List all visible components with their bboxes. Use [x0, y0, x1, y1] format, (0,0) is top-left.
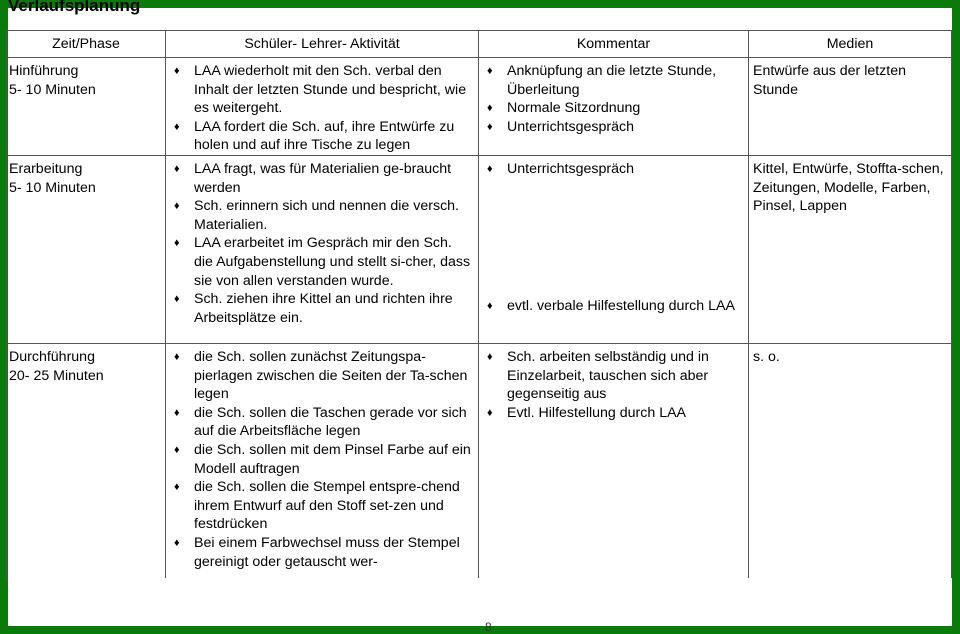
list-item: ♦ LAA wiederholt mit den Sch. verbal den Inhalt der letzten Stunde und bespricht, wie es weitergeht. [174, 63, 467, 117]
bullet-diamond-icon: ♦ [174, 443, 180, 456]
list-item: ♦ LAA fordert die Sch. auf, ihre Entwürfe zu holen und auf ihre Tische zu legen [174, 118, 455, 154]
lesson-plan-table [6, 30, 952, 581]
bullet-diamond-icon: ♦ [174, 237, 180, 250]
list-item: ♦ LAA fragt, was für Materialien ge-braucht werden [174, 160, 452, 196]
phase-duration: 20- 25 Minuten [9, 367, 104, 384]
header-media: Medien [749, 31, 952, 58]
bullet-diamond-icon: ♦ [487, 65, 493, 77]
bullet-diamond-icon: ♦ [487, 350, 493, 363]
list-item: ♦ Anknüpfung an die letzte Stunde, Überleitung [487, 63, 717, 98]
list-item: ♦ die Sch. sollen die Stempel entspre-chend ihrem Entwurf auf den Stoff set-zen und festdrücken [174, 479, 460, 533]
activity-cell [166, 343, 479, 580]
page-number: 8 [485, 620, 492, 634]
bullet-diamond-icon: ♦ [174, 162, 180, 175]
list-item: ♦ Unterrichtsgespräch [487, 160, 634, 177]
bullet-diamond-icon: ♦ [174, 65, 180, 77]
comment-cell [479, 343, 749, 580]
activity-cell [166, 58, 479, 156]
phase-cell [7, 58, 166, 156]
bullet-diamond-icon: ♦ [487, 120, 493, 133]
list-item: ♦ Unterrichtsgespräch [487, 118, 634, 135]
comment-cell [479, 155, 749, 343]
table-row [7, 58, 952, 156]
bullet-diamond-icon: ♦ [487, 299, 493, 312]
list-item: ♦ Normale Sitzordnung [487, 100, 641, 117]
bullet-diamond-icon: ♦ [174, 200, 180, 213]
list-item: ♦ Bei einem Farbwechsel muss der Stempel gereinigt oder getauscht wer- [174, 534, 460, 570]
bullet-diamond-icon: ♦ [174, 536, 180, 549]
header-comment: Kommentar [479, 31, 749, 58]
page-bottom-margin [8, 578, 952, 626]
bullet-diamond-icon: ♦ [174, 350, 180, 363]
comment-cell [479, 58, 749, 156]
phase-name: Durchführung [9, 348, 95, 365]
bullet-diamond-icon: ♦ [487, 102, 493, 115]
list-item: ♦ LAA erarbeitet im Gespräch mir den Sch. die Aufgabenstellung und stellt si-cher, dass sie von allen verstanden wurde. [174, 235, 471, 289]
header-activity: Schüler- Lehrer- Aktivität [166, 31, 479, 58]
list-item: ♦ evtl. verbale Hilfestellung durch LAA [487, 297, 735, 314]
bullet-diamond-icon: ♦ [487, 406, 493, 419]
list-item: ♦ Sch. ziehen ihre Kittel an und richten ihre Arbeitsplätze ein. [174, 291, 453, 326]
document-page [8, 0, 952, 634]
list-item: ♦ Evtl. Hilfestellung durch LAA [487, 404, 687, 421]
table-row [7, 155, 952, 343]
activity-cell [166, 155, 479, 343]
list-item: ♦ Sch. arbeiten selbständig und in Einzelarbeit, tauschen sich aber gegenseitig aus [487, 348, 709, 403]
document-title: Verlaufsplanung [8, 0, 141, 15]
bullet-diamond-icon: ♦ [174, 120, 180, 133]
bullet-diamond-icon: ♦ [174, 481, 180, 494]
list-item: ♦ Sch. erinnern sich und nennen die versch. Materialien. [174, 198, 459, 233]
phase-name: Hinführung [9, 63, 79, 79]
header-row [7, 31, 952, 58]
phase-cell [7, 155, 166, 343]
bullet-diamond-icon: ♦ [174, 293, 180, 306]
phase-cell [7, 343, 166, 580]
phase-duration: 5- 10 Minuten [9, 179, 96, 196]
list-item: ♦ die Sch. sollen die Taschen gerade vor sich auf die Arbeitsfläche legen [174, 404, 467, 440]
bullet-diamond-icon: ♦ [174, 406, 180, 419]
phase-name: Erarbeitung [9, 160, 83, 177]
phase-duration: 5- 10 Minuten [9, 81, 96, 98]
media-cell: s. o. [749, 343, 952, 580]
media-cell: Kittel, Entwürfe, Stoffta-schen, Zeitungen, Modelle, Farben, Pinsel, Lappen [749, 155, 952, 343]
list-item: ♦ die Sch. sollen mit dem Pinsel Farbe auf ein Modell auftragen [174, 441, 471, 477]
table-row [7, 343, 952, 580]
header-zeit-phase: Zeit/Phase [7, 31, 166, 58]
bullet-diamond-icon: ♦ [487, 162, 493, 175]
list-item: ♦ die Sch. sollen zunächst Zeitungspa-pierlagen zwischen die Seiten der Ta-schen legen [174, 348, 468, 403]
media-cell: Entwürfe aus der letzten Stunde [749, 58, 952, 156]
